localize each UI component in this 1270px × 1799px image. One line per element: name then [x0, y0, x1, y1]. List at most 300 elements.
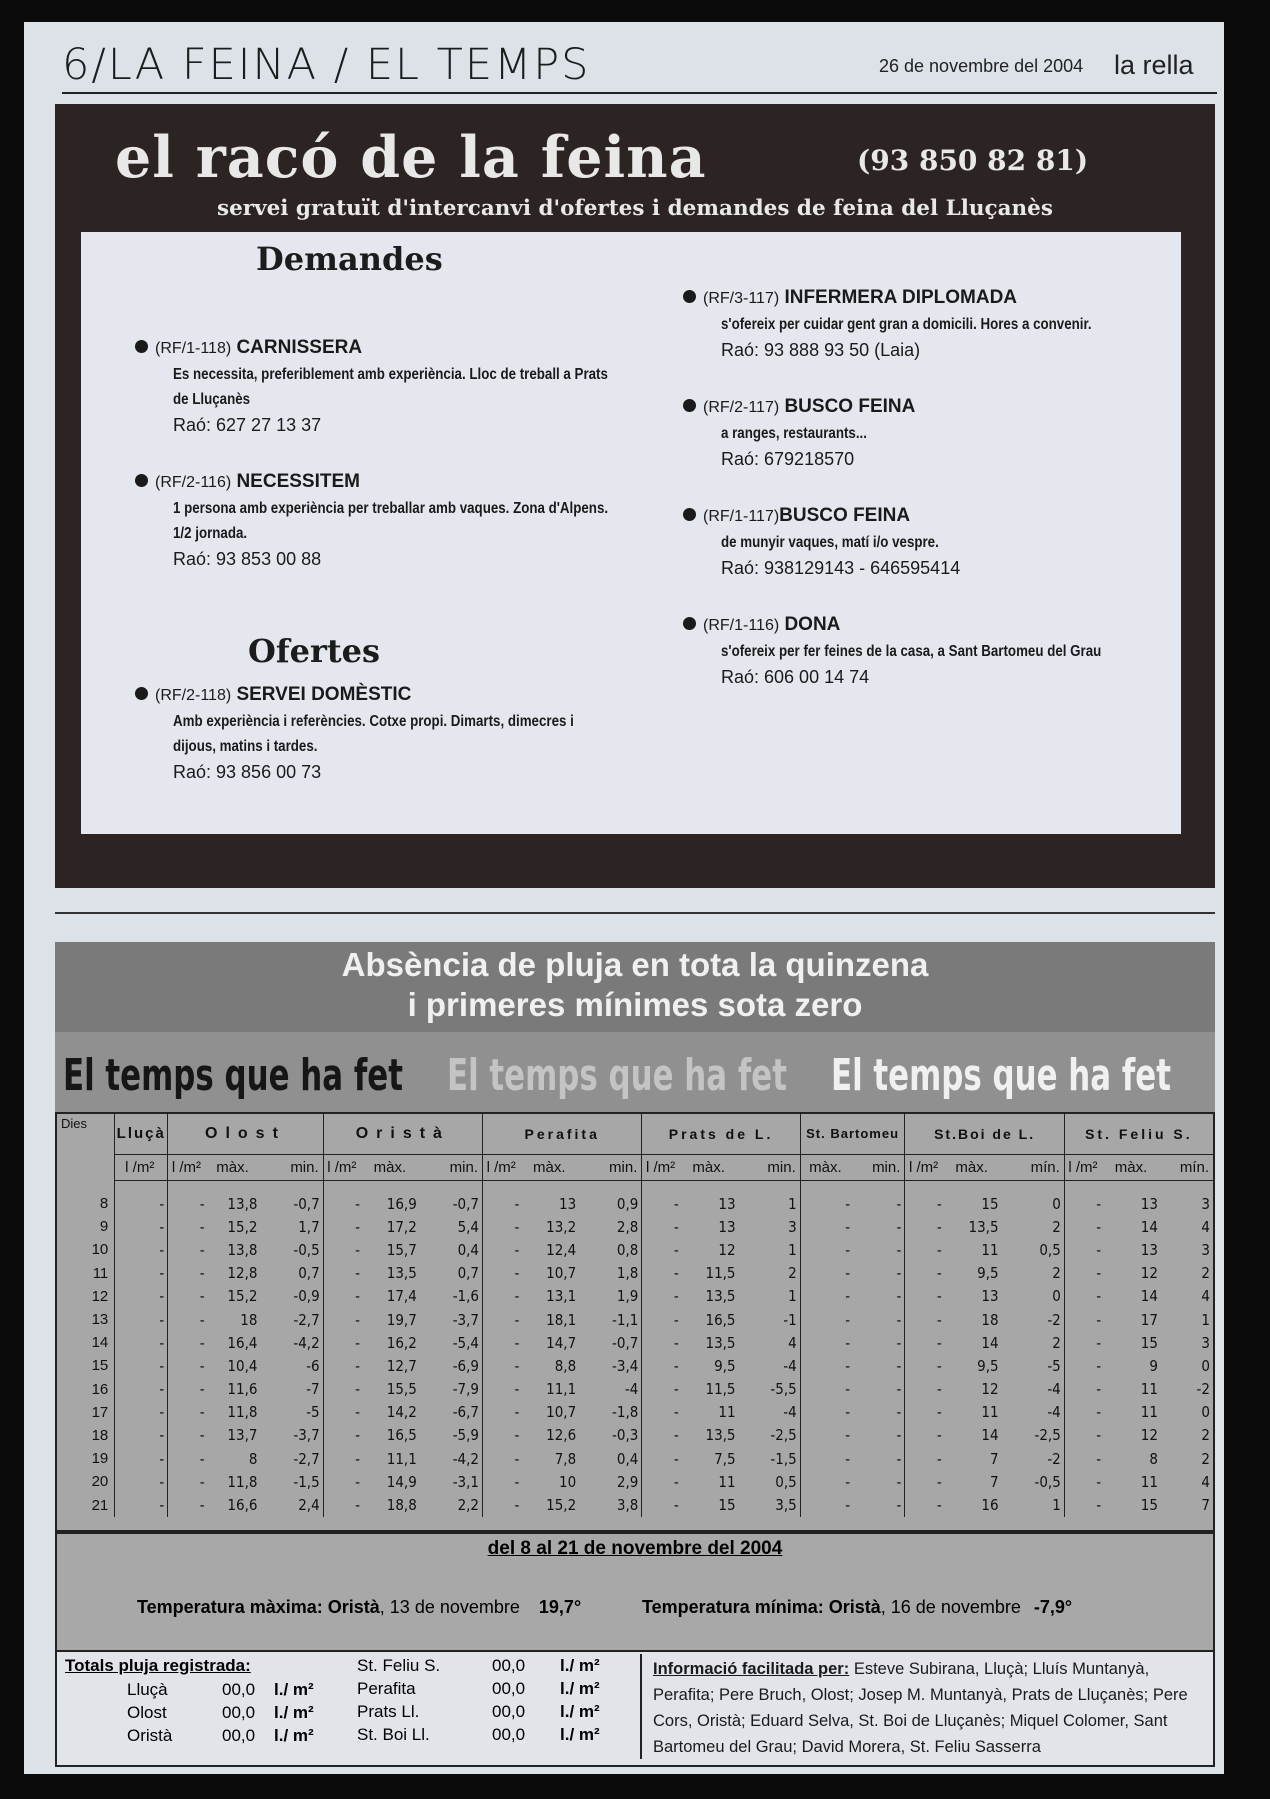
- table-cell: -: [1096, 1403, 1102, 1422]
- table-cell: 0: [1201, 1403, 1210, 1422]
- table-cell: 13,8: [227, 1240, 258, 1259]
- strip-text: El temps que ha fet: [63, 1050, 404, 1101]
- subheader-cell: màx.: [800, 1154, 853, 1180]
- table-cell: -: [514, 1287, 520, 1306]
- table-cell: 0,7: [260, 1262, 323, 1285]
- table-cell: -3,1: [420, 1470, 483, 1493]
- table-cell: 11: [1140, 1380, 1158, 1399]
- table-cell: 11,5: [705, 1380, 736, 1399]
- rain-place: Perafita: [357, 1679, 416, 1698]
- table-cell: 7: [989, 1449, 999, 1468]
- table-cell: -: [853, 1308, 905, 1331]
- newspaper-page: [24, 22, 1224, 1774]
- weather-headline: Absència de pluja en tota la quinzena i primeres mínimes sota zero: [55, 942, 1215, 1032]
- table-cell: 4: [1201, 1287, 1210, 1306]
- table-cell: -0,7: [579, 1331, 642, 1354]
- table-cell: -: [1096, 1287, 1102, 1306]
- day-cell: 15: [57, 1354, 115, 1377]
- table-cell: -: [199, 1264, 205, 1283]
- job-listing: (RF/1-118) CARNISSERA Es necessita, preferiblement amb experiència. Lloc de treball a Prats de Lluçanès Raó: 627 27 13 37: [135, 334, 615, 439]
- subheader-cell: l /m²: [168, 1154, 208, 1180]
- table-cell: -: [936, 1240, 942, 1259]
- table-cell: 12: [718, 1240, 736, 1259]
- newspaper-brand: la rella: [1114, 50, 1194, 80]
- table-cell: -: [853, 1470, 905, 1493]
- table-cell: 18: [240, 1310, 258, 1329]
- table-cell: -: [853, 1447, 905, 1470]
- table-row: [57, 1447, 1213, 1470]
- table-cell: -1,1: [579, 1308, 642, 1331]
- table-cell: 11: [718, 1403, 736, 1422]
- table-cell: -4: [1002, 1378, 1065, 1401]
- table-cell: 17: [1140, 1310, 1158, 1329]
- table-cell: 0,5: [1002, 1238, 1065, 1261]
- table-cell: 16,4: [227, 1333, 258, 1352]
- bullet-icon: [135, 474, 148, 487]
- rain-unit: l./ m²: [560, 1725, 600, 1744]
- table-cell: -: [514, 1217, 520, 1236]
- table-cell: 9,5: [977, 1356, 999, 1375]
- job-listings-panel: [81, 232, 1181, 834]
- job-listing: (RF/2-118) SERVEI DOMÈSTIC Amb experiència i referències. Cotxe propi. Dimarts, dimecres i dijous, matins i tardes. Raó: 93 856 00 73: [135, 681, 615, 786]
- bullet-icon: [683, 617, 696, 630]
- table-cell: -: [1096, 1194, 1102, 1213]
- table-cell: -: [845, 1472, 851, 1491]
- table-cell: -: [936, 1496, 942, 1515]
- table-cell: -: [115, 1401, 168, 1424]
- rain-unit: l./ m²: [274, 1726, 314, 1745]
- table-cell: 8: [1149, 1449, 1158, 1468]
- subheader-cell: l /m²: [323, 1154, 363, 1180]
- table-cell: 16,9: [386, 1194, 417, 1213]
- table-cell: 11,1: [546, 1380, 577, 1399]
- demandes-heading: Demandes: [256, 240, 443, 278]
- subheader-cell: l /m²: [642, 1154, 682, 1180]
- job-board-subtitle: servei gratuït d'intercanvi d'ofertes i demandes de feina del Lluçanès: [217, 196, 1053, 221]
- table-cell: -: [115, 1192, 168, 1215]
- spacer-cell: [945, 1180, 1002, 1192]
- rain-unit: l./ m²: [274, 1680, 314, 1699]
- table-cell: 2,2: [420, 1493, 483, 1516]
- table-cell: -: [853, 1262, 905, 1285]
- table-cell: -: [936, 1264, 942, 1283]
- table-cell: -: [853, 1215, 905, 1238]
- table-cell: 14,7: [546, 1333, 577, 1352]
- rain-value: 00,0: [222, 1726, 256, 1745]
- table-cell: 13,5: [386, 1264, 417, 1283]
- day-cell: 11: [57, 1262, 115, 1285]
- subheader-cell: min.: [420, 1154, 483, 1180]
- table-cell: 2: [1201, 1449, 1210, 1468]
- table-cell: -: [936, 1472, 942, 1491]
- station-header: St.Boi de L.: [905, 1114, 1064, 1154]
- table-cell: 13: [718, 1217, 736, 1236]
- table-cell: -: [355, 1333, 361, 1352]
- subheader-cell: màx.: [522, 1154, 579, 1180]
- table-cell: -: [355, 1380, 361, 1399]
- table-cell: -1,5: [260, 1470, 323, 1493]
- table-cell: -: [115, 1215, 168, 1238]
- table-cell: 3: [1201, 1194, 1210, 1213]
- table-cell: 3,5: [739, 1493, 801, 1516]
- ofertes-heading: Ofertes: [248, 632, 381, 670]
- table-cell: -: [199, 1356, 205, 1375]
- table-cell: -: [355, 1403, 361, 1422]
- weather-table: [55, 1112, 1215, 1532]
- table-cell: 10,7: [546, 1264, 577, 1283]
- spacer-cell: [363, 1180, 420, 1192]
- table-cell: -5: [260, 1401, 323, 1424]
- table-cell: 13: [981, 1287, 999, 1306]
- bullet-icon: [135, 687, 148, 700]
- table-cell: -1: [739, 1308, 801, 1331]
- table-cell: -: [1096, 1496, 1102, 1515]
- spacer-cell: [260, 1180, 323, 1192]
- weather-strip: [55, 1032, 1215, 1116]
- rain-totals-label: Totals pluja registrada:: [65, 1656, 251, 1675]
- spacer-cell: [1064, 1180, 1104, 1192]
- credits-label: Informació facilitada per:: [653, 1660, 850, 1678]
- table-cell: -: [673, 1426, 679, 1445]
- table-cell: 7,5: [714, 1449, 736, 1468]
- spacer-cell: [57, 1180, 115, 1192]
- min-temp-line: Temperatura mínima: Oristà, 16 de novembre -7,9°: [642, 1597, 1073, 1617]
- table-cell: -: [115, 1285, 168, 1308]
- spacer-cell: [168, 1180, 208, 1192]
- table-cell: -: [1096, 1356, 1102, 1375]
- spacer-cell: [1161, 1180, 1213, 1192]
- day-cell: 17: [57, 1401, 115, 1424]
- table-cell: -6,7: [420, 1401, 483, 1424]
- table-cell: -2: [1196, 1380, 1210, 1399]
- table-cell: -5,4: [420, 1331, 483, 1354]
- table-cell: 13,1: [546, 1287, 577, 1306]
- table-cell: -: [1096, 1217, 1102, 1236]
- table-cell: -: [673, 1356, 679, 1375]
- table-cell: 13: [1140, 1240, 1158, 1259]
- table-cell: 16,5: [705, 1310, 736, 1329]
- table-cell: -: [673, 1264, 679, 1283]
- table-cell: 13: [559, 1194, 577, 1213]
- rain-unit: l./ m²: [274, 1703, 314, 1722]
- spacer-cell: [800, 1180, 853, 1192]
- day-cell: 10: [57, 1238, 115, 1261]
- table-cell: 17,4: [386, 1287, 417, 1306]
- table-cell: 12,7: [386, 1356, 417, 1375]
- table-cell: 1: [739, 1192, 801, 1215]
- table-cell: 3: [1201, 1333, 1210, 1352]
- table-row: [57, 1308, 1213, 1331]
- table-cell: -: [845, 1310, 851, 1329]
- subheader-cell: l /m²: [1064, 1154, 1104, 1180]
- table-cell: -: [845, 1426, 851, 1445]
- table-cell: -: [199, 1333, 205, 1352]
- table-cell: 0,7: [420, 1262, 483, 1285]
- table-row: [57, 1378, 1213, 1401]
- table-cell: 14: [981, 1426, 999, 1445]
- weather-rows: [57, 1180, 1213, 1517]
- table-cell: -: [355, 1356, 361, 1375]
- job-board-phone: (93 850 82 81): [857, 144, 1089, 177]
- table-cell: 12: [1140, 1264, 1158, 1283]
- table-cell: 11: [1140, 1472, 1158, 1491]
- bullet-icon: [683, 508, 696, 521]
- rain-unit: l./ m²: [560, 1656, 600, 1675]
- day-cell: 8: [57, 1192, 115, 1215]
- table-cell: -1,8: [579, 1401, 642, 1424]
- table-cell: 12,6: [546, 1426, 577, 1445]
- table-cell: 12: [981, 1380, 999, 1399]
- table-cell: -0,3: [579, 1424, 642, 1447]
- table-cell: 12,8: [227, 1264, 258, 1283]
- table-cell: 1,7: [260, 1215, 323, 1238]
- table-cell: -: [845, 1264, 851, 1283]
- table-row: [57, 1238, 1213, 1261]
- station-header: St. Feliu S.: [1064, 1114, 1213, 1154]
- table-cell: -: [673, 1496, 679, 1515]
- period-label: del 8 al 21 de novembre del 2004: [487, 1538, 783, 1559]
- table-cell: -3,7: [260, 1424, 323, 1447]
- table-cell: 10,4: [227, 1356, 258, 1375]
- day-cell: 20: [57, 1470, 115, 1493]
- table-cell: 1: [1002, 1493, 1065, 1516]
- table-cell: -: [514, 1496, 520, 1515]
- table-cell: -5: [1002, 1354, 1065, 1377]
- table-cell: -: [115, 1470, 168, 1493]
- table-cell: -: [355, 1287, 361, 1306]
- table-cell: -: [853, 1401, 905, 1424]
- station-header: Oristà: [323, 1114, 482, 1154]
- footer-panel: [55, 1652, 1215, 1767]
- subheader-cell: màx.: [682, 1154, 739, 1180]
- table-cell: 2,9: [579, 1470, 642, 1493]
- table-cell: 13,5: [705, 1287, 736, 1306]
- table-cell: -6: [260, 1354, 323, 1377]
- table-cell: -: [845, 1240, 851, 1259]
- table-cell: -: [936, 1333, 942, 1352]
- spacer-cell: [522, 1180, 579, 1192]
- day-cell: 14: [57, 1331, 115, 1354]
- spacer-cell: [483, 1180, 523, 1192]
- table-cell: -: [115, 1493, 168, 1516]
- table-cell: 14: [1140, 1287, 1158, 1306]
- rain-place: Olost: [127, 1703, 167, 1722]
- table-cell: 1,9: [579, 1285, 642, 1308]
- subheader-cell: min.: [739, 1154, 801, 1180]
- table-cell: -: [936, 1426, 942, 1445]
- table-cell: -: [355, 1310, 361, 1329]
- table-cell: -3,7: [420, 1308, 483, 1331]
- table-cell: 18: [981, 1310, 999, 1329]
- table-cell: -: [845, 1403, 851, 1422]
- spacer-cell: [420, 1180, 483, 1192]
- table-cell: 11,5: [705, 1264, 736, 1283]
- spacer-cell: [905, 1180, 945, 1192]
- table-cell: -: [199, 1287, 205, 1306]
- table-cell: 11: [1140, 1403, 1158, 1422]
- table-cell: 15,2: [227, 1217, 258, 1236]
- table-cell: -0,5: [260, 1238, 323, 1261]
- table-cell: -: [514, 1403, 520, 1422]
- table-cell: 16,2: [386, 1333, 417, 1352]
- table-cell: 15,2: [546, 1496, 577, 1515]
- table-cell: -: [199, 1380, 205, 1399]
- rain-unit: l./ m²: [560, 1702, 600, 1721]
- table-cell: -4: [579, 1378, 642, 1401]
- table-cell: 14: [1140, 1217, 1158, 1236]
- table-cell: -: [845, 1287, 851, 1306]
- table-cell: 0,4: [420, 1238, 483, 1261]
- spacer-cell: [115, 1180, 168, 1192]
- max-temp-line: Temperatura màxima: Oristà, 13 de novembre 19,7°: [137, 1597, 582, 1617]
- table-cell: -: [199, 1496, 205, 1515]
- table-cell: 15,2: [227, 1287, 258, 1306]
- rain-place: Lluçà: [127, 1680, 168, 1699]
- table-cell: -2: [1002, 1447, 1065, 1470]
- table-cell: -: [355, 1264, 361, 1283]
- table-row: [57, 1262, 1213, 1285]
- table-cell: -: [514, 1426, 520, 1445]
- table-cell: -: [853, 1285, 905, 1308]
- table-cell: -: [514, 1333, 520, 1352]
- rain-place: St. Boi Ll.: [357, 1725, 430, 1744]
- table-cell: 15,5: [386, 1380, 417, 1399]
- table-row: [57, 1285, 1213, 1308]
- table-cell: -: [673, 1333, 679, 1352]
- table-cell: -: [355, 1426, 361, 1445]
- table-cell: 7: [1201, 1496, 1210, 1515]
- table-cell: -0,5: [1002, 1470, 1065, 1493]
- rain-unit: l./ m²: [560, 1679, 600, 1698]
- table-cell: -: [853, 1331, 905, 1354]
- subheader-cell: màx.: [208, 1154, 261, 1180]
- table-cell: 13,5: [705, 1333, 736, 1352]
- max-temp-value: 19,7°: [538, 1597, 582, 1617]
- spacer-cell: [1104, 1180, 1161, 1192]
- job-listing: (RF/3-117) INFERMERA DIPLOMADA s'ofereix per cuidar gent gran a domicili. Hores a convenir. Raó: 93 888 93 50 (Laia): [683, 284, 1163, 364]
- table-cell: -: [1096, 1472, 1102, 1491]
- job-board-title: el racó de la feina: [115, 124, 707, 191]
- table-cell: -4,2: [420, 1447, 483, 1470]
- table-cell: -2,5: [1002, 1424, 1065, 1447]
- table-cell: -: [673, 1217, 679, 1236]
- table-cell: -: [355, 1217, 361, 1236]
- table-cell: -: [115, 1354, 168, 1377]
- table-cell: -: [199, 1449, 205, 1468]
- day-cell: 18: [57, 1424, 115, 1447]
- table-cell: 4: [1201, 1472, 1210, 1491]
- table-cell: -: [673, 1194, 679, 1213]
- table-cell: 15: [1140, 1496, 1158, 1515]
- table-cell: -: [514, 1380, 520, 1399]
- table-cell: 4: [1201, 1217, 1210, 1236]
- table-cell: 2: [1201, 1264, 1210, 1283]
- table-row: [57, 1401, 1213, 1424]
- table-cell: -4: [739, 1401, 801, 1424]
- table-cell: 11: [981, 1403, 999, 1422]
- station-header: Perafita: [483, 1114, 642, 1154]
- table-cell: -: [845, 1380, 851, 1399]
- table-cell: -: [936, 1403, 942, 1422]
- table-cell: 0,4: [579, 1447, 642, 1470]
- subheader-cell: mín.: [1161, 1154, 1213, 1180]
- table-cell: -: [673, 1310, 679, 1329]
- table-cell: -: [853, 1493, 905, 1516]
- table-cell: -: [514, 1449, 520, 1468]
- table-cell: -: [115, 1378, 168, 1401]
- section-title: 6/LA FEINA / EL TEMPS: [62, 40, 591, 90]
- table-cell: -: [199, 1426, 205, 1445]
- table-cell: -3,4: [579, 1354, 642, 1377]
- table-cell: -: [199, 1194, 205, 1213]
- table-cell: -: [845, 1333, 851, 1352]
- table-cell: -2,7: [260, 1308, 323, 1331]
- day-cell: 19: [57, 1447, 115, 1470]
- table-cell: -: [936, 1310, 942, 1329]
- table-cell: 13,5: [968, 1217, 999, 1236]
- table-cell: 1: [739, 1285, 801, 1308]
- table-cell: 3,8: [579, 1493, 642, 1516]
- table-cell: -5,5: [739, 1378, 801, 1401]
- table-cell: -: [845, 1356, 851, 1375]
- subheader-row: [57, 1154, 1213, 1180]
- table-cell: 1: [739, 1238, 801, 1261]
- table-cell: -1,5: [739, 1447, 801, 1470]
- table-cell: -: [199, 1240, 205, 1259]
- table-cell: -: [355, 1194, 361, 1213]
- day-cell: 21: [57, 1493, 115, 1516]
- table-cell: -0,7: [260, 1192, 323, 1215]
- table-cell: -: [673, 1287, 679, 1306]
- day-cell: 13: [57, 1308, 115, 1331]
- table-cell: -: [115, 1447, 168, 1470]
- subheader-cell: min.: [853, 1154, 905, 1180]
- min-temp-value: -7,9°: [1033, 1597, 1073, 1617]
- table-cell: -: [115, 1424, 168, 1447]
- dies-label: Dies: [57, 1114, 115, 1180]
- table-cell: -: [1096, 1449, 1102, 1468]
- table-cell: -: [199, 1403, 205, 1422]
- job-listing: (RF/2-116) NECESSITEM 1 persona amb experiència per treballar amb vaques. Zona d'Alpens. 1/2 jornada. Raó: 93 853 00 88: [135, 468, 615, 573]
- table-cell: -: [853, 1424, 905, 1447]
- table-cell: 7: [989, 1472, 999, 1491]
- day-cell: 9: [57, 1215, 115, 1238]
- table-cell: 11: [981, 1240, 999, 1259]
- table-cell: -: [355, 1472, 361, 1491]
- table-cell: 18,1: [546, 1310, 577, 1329]
- table-cell: -: [1096, 1310, 1102, 1329]
- subheader-cell: min.: [579, 1154, 642, 1180]
- table-cell: -: [199, 1472, 205, 1491]
- table-cell: -: [936, 1287, 942, 1306]
- table-cell: 15: [718, 1496, 736, 1515]
- station-header: St. Bartomeu: [800, 1114, 905, 1154]
- table-cell: -: [1096, 1240, 1102, 1259]
- day-cell: 16: [57, 1378, 115, 1401]
- bullet-icon: [683, 290, 696, 303]
- table-cell: -: [936, 1194, 942, 1213]
- job-listing: (RF/1-117)BUSCO FEINA de munyir vaques, matí i/o vespre. Raó: 938129143 - 646595414: [683, 502, 1163, 582]
- table-row: [57, 1331, 1213, 1354]
- rain-place: Oristà: [127, 1726, 173, 1745]
- table-cell: 0: [1002, 1192, 1065, 1215]
- table-cell: 11,6: [227, 1380, 258, 1399]
- table-cell: 3: [1201, 1240, 1210, 1259]
- table-cell: -6,9: [420, 1354, 483, 1377]
- table-cell: 8: [248, 1449, 258, 1468]
- table-cell: 2: [739, 1262, 801, 1285]
- table-cell: -: [845, 1217, 851, 1236]
